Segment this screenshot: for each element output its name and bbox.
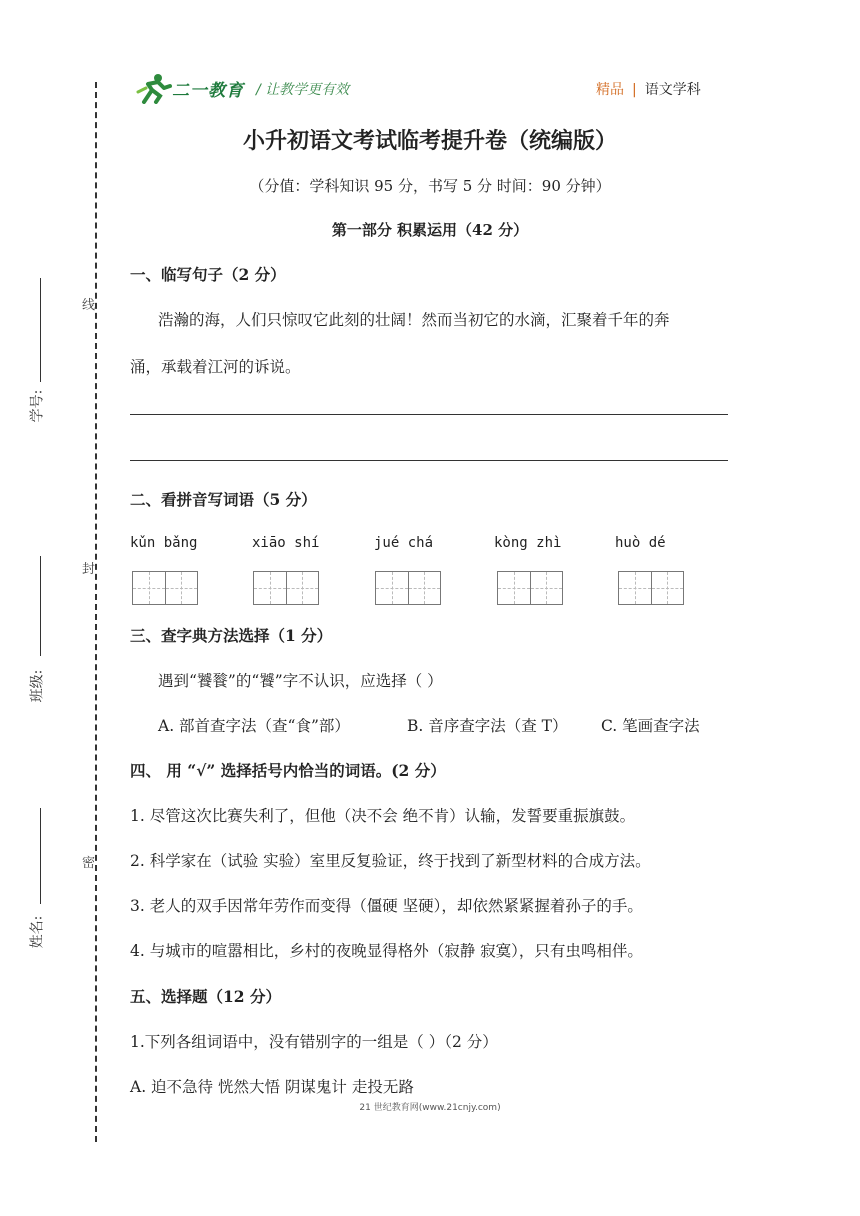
pinyin-5: huò dé (615, 535, 666, 551)
part-heading: 第一部分 积累运用（42 分） (331, 221, 529, 239)
name-label: 姓名: (29, 915, 46, 949)
writing-line[interactable] (130, 414, 728, 415)
option-b: B. 音序查字法（查 T） (407, 717, 568, 735)
tianzige-answer-box[interactable] (375, 571, 441, 605)
section4-heading: 四、 用 “√” 选择括号内恰当的词语。(2 分） (130, 761, 446, 780)
option-c: C. 笔画查字法 (601, 717, 700, 735)
section4-item-1: 1. 尽管这次比赛失利了，但他（决不会 绝不肯）认输，发誓要重振旗鼓。 (130, 807, 636, 825)
section5-question-1: 1.下列各组词语中，没有错别字的一组是（ ）（2 分） (130, 1033, 498, 1051)
exam-info: （分值：学科知识 95 分，书写 5 分 时间：90 分钟） (249, 177, 611, 195)
student-id-line (40, 278, 41, 382)
pinyin-1: kǔn bǎng (130, 535, 198, 551)
copy-sentence-line1: 浩瀚的海，人们只惊叹它此刻的壮阔！然而当初它的水滴，汇聚着千年的奔 (158, 311, 670, 329)
pinyin-4: kòng zhì (494, 535, 562, 551)
footer-source: 21 世纪教育网(www.21cnjy.com) (359, 1103, 501, 1113)
pinyin-3: jué chá (374, 535, 434, 551)
subject-label: 语文学科 (644, 82, 701, 98)
section4-item-2: 2. 科学家在（试验 实验）室里反复验证，终于找到了新型材料的合成方法。 (130, 852, 651, 870)
binding-seal-char: 封 (82, 562, 96, 577)
header-right (596, 79, 701, 99)
section4-item-3: 3. 老人的双手因常年劳作而变得（僵硬 坚硬），却依然紧紧握着孙子的手。 (130, 897, 643, 915)
section4-item-4: 4. 与城市的喧嚣相比，乡村的夜晚显得格外（寂静 寂寞），只有虫鸣相伴。 (130, 942, 643, 960)
section2-heading: 二、看拼音写词语（5 分） (130, 490, 317, 509)
slogan: / 让教学更有效 (256, 82, 350, 98)
name-line (40, 808, 41, 904)
option-a: A. 部首查字法（查“食”部） (158, 717, 350, 735)
section1-heading: 一、临写句子（2 分） (130, 265, 286, 284)
section3-question: 遇到“饕餮”的“饕”字不认识，应选择（ ） (158, 672, 443, 690)
student-id-label: 学号: (29, 389, 46, 423)
page-title: 小升初语文考试临考提升卷（统编版） (242, 128, 617, 154)
section5-q1-option-a: A. 迫不急待 恍然大悟 阴谋鬼计 走投无路 (130, 1078, 414, 1096)
class-label: 班级: (29, 669, 46, 703)
binding-line-char: 线 (82, 298, 96, 313)
pinyin-2: xiāo shí (252, 535, 320, 551)
tianzige-answer-box[interactable] (253, 571, 319, 605)
premium-tag: 精品 (596, 82, 624, 98)
binding-dashed-line (95, 82, 97, 1142)
section3-heading: 三、查字典方法选择（1 分） (130, 626, 333, 645)
class-line (40, 556, 41, 656)
tianzige-answer-box[interactable] (132, 571, 198, 605)
copy-sentence-line2: 涌，承载着江河的诉说。 (130, 358, 301, 376)
logo-text: 二一教育 (172, 81, 244, 101)
tianzige-answer-box[interactable] (497, 571, 563, 605)
header-separator: | (632, 82, 637, 98)
writing-line[interactable] (130, 460, 728, 461)
tianzige-answer-box[interactable] (618, 571, 684, 605)
binding-secret-char: 密 (82, 856, 96, 871)
section5-heading: 五、选择题（12 分） (130, 987, 281, 1006)
